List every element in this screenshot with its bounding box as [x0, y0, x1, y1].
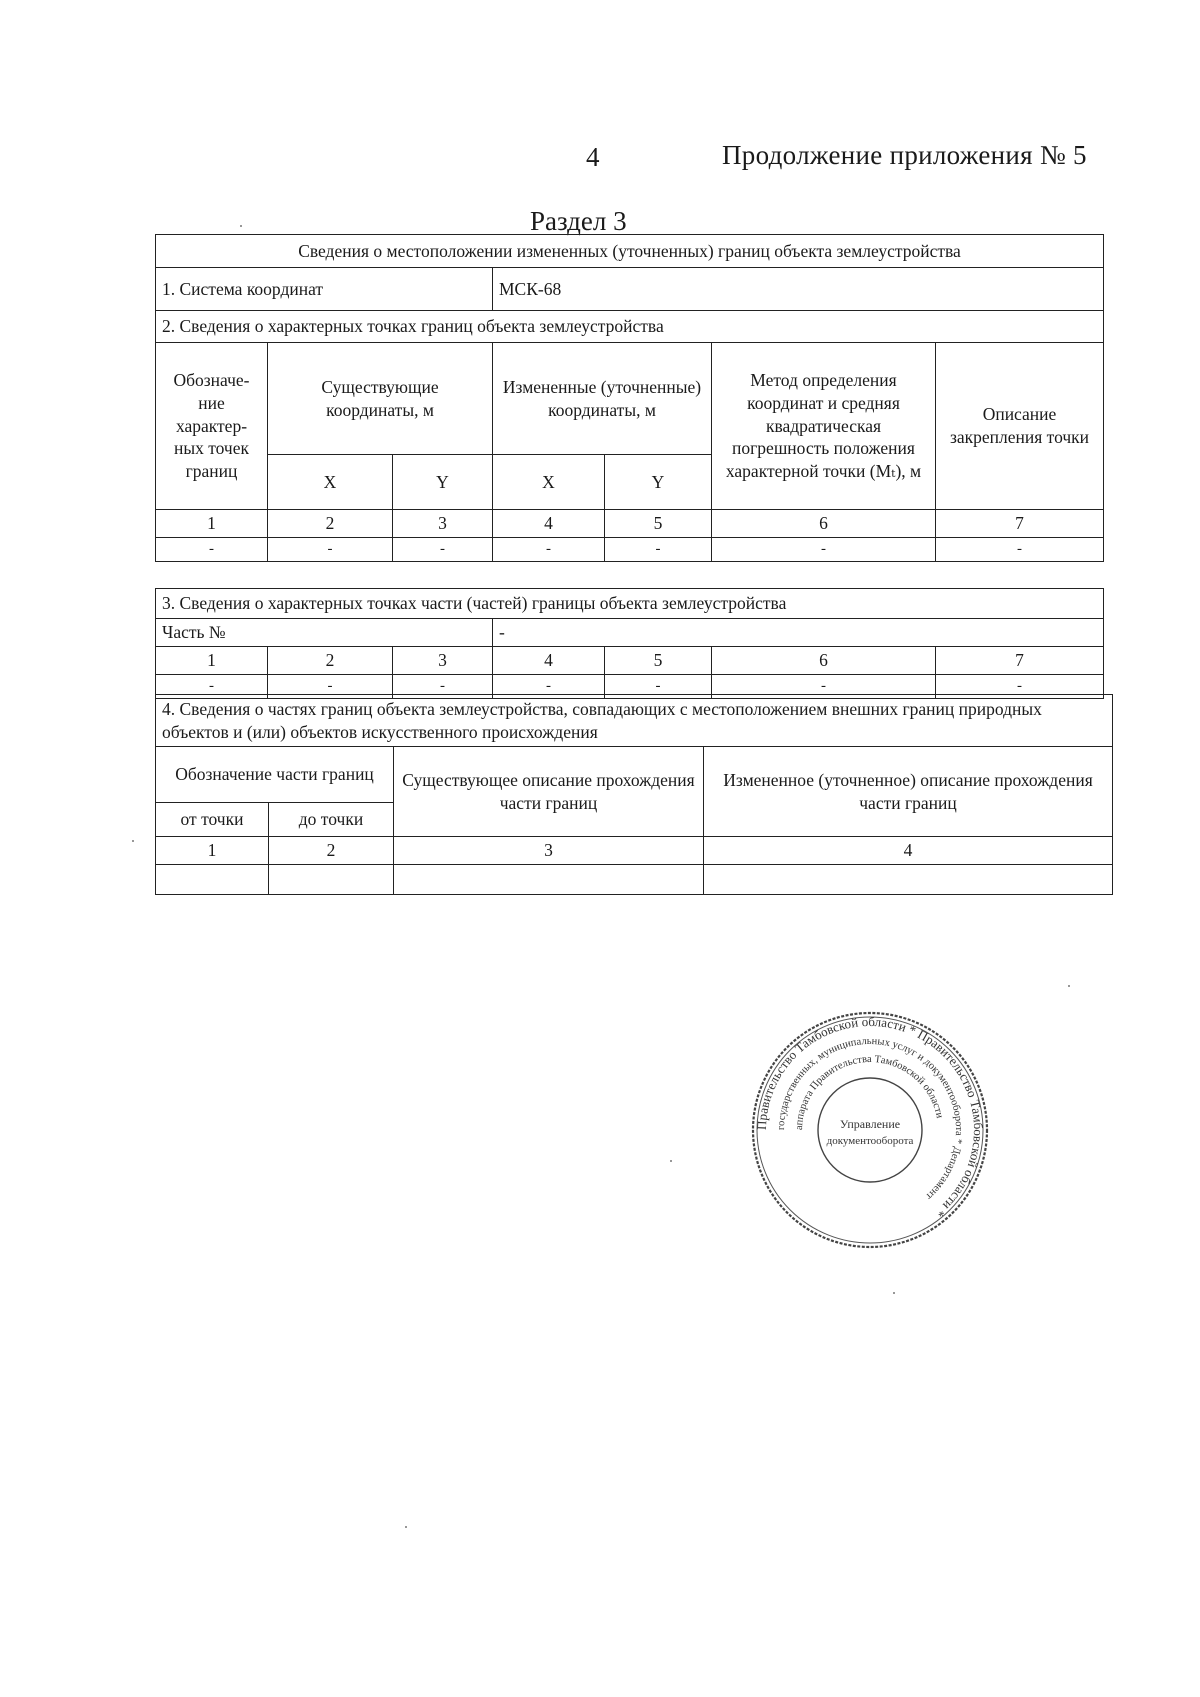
- scan-speck: [670, 1160, 672, 1162]
- col-number: 7: [936, 646, 1104, 674]
- points-title: 2. Сведения о характерных точках границ объекта землеустройства: [156, 311, 1104, 343]
- col-existing: Существующие координаты, м: [268, 343, 493, 455]
- col-method: Метод определения координат и средняя квадратическая погрешность положения характерной точки (Мₜ), м: [712, 343, 936, 510]
- col-number: 1: [156, 837, 269, 865]
- col-changed: Измененные (уточненные) координаты, м: [493, 343, 712, 455]
- boundary-points-table: [155, 234, 1104, 562]
- part-value: -: [493, 619, 1104, 647]
- section-title: Раздел 3: [530, 206, 627, 236]
- coord-system-label: 1. Система координат: [156, 268, 493, 311]
- scan-speck: [405, 1526, 407, 1528]
- scan-speck: [132, 840, 134, 842]
- col-number: 2: [268, 510, 393, 538]
- page-number: 4: [586, 142, 600, 172]
- col-from-point: от точки: [156, 803, 269, 837]
- col-to-point: до точки: [269, 803, 394, 837]
- header-row: [156, 343, 1104, 455]
- seal-middle-text: государственных, муниципальных услуг и документооборота * Департамент: [775, 1035, 965, 1202]
- empty-cell: -: [712, 674, 936, 699]
- scan-speck: [1068, 985, 1070, 987]
- col-number: 4: [704, 837, 1113, 865]
- table-title: 4. Сведения о частях границ объекта землеустройства, совпадающих с местоположением внешних границ природных объектов и (или) объектов искусственного происхождения: [156, 695, 1113, 747]
- empty-cell: -: [268, 537, 393, 562]
- empty-cell: -: [936, 674, 1104, 699]
- appendix-caption: Продолжение приложения № 5: [722, 140, 1087, 170]
- col-number: 6: [712, 510, 936, 538]
- table-title-row: [156, 695, 1113, 747]
- empty-cell: -: [936, 537, 1104, 562]
- empty-cell: [704, 864, 1113, 894]
- table-title: Сведения о местоположении измененных (уточненных) границ объекта землеустройства: [156, 235, 1104, 268]
- seal-center-line2: документооборота: [826, 1135, 914, 1147]
- col-number: 1: [156, 646, 268, 674]
- col-number: 7: [936, 510, 1104, 538]
- col-designation: Обозначение части границ: [156, 747, 394, 803]
- seal-outer-text: Правительство Тамбовской области * Правительство Тамбовской области *: [753, 1013, 987, 1221]
- empty-cell: -: [156, 674, 268, 699]
- col-existing-description: Существующее описание прохождения части границ: [394, 747, 704, 837]
- coord-system-value: МСК-68: [493, 268, 1104, 311]
- seal-center-line1: Управление: [839, 1117, 901, 1131]
- col-number: 4: [493, 646, 605, 674]
- part-label: Часть №: [156, 619, 493, 647]
- part-points-table: [155, 588, 1104, 699]
- col-number: 1: [156, 510, 268, 538]
- col-number: 5: [605, 510, 712, 538]
- table-title-row: [156, 235, 1104, 268]
- empty-cell: -: [393, 537, 493, 562]
- changed-x: X: [493, 455, 605, 510]
- scan-speck: [240, 225, 242, 227]
- scan-speck: [893, 1292, 895, 1294]
- col-changed-description: Измененное (уточненное) описание прохождения части границ: [704, 747, 1113, 837]
- number-row: [156, 646, 1104, 674]
- col-number: 6: [712, 646, 936, 674]
- number-row: [156, 510, 1104, 538]
- empty-cell: -: [605, 674, 712, 699]
- seal-inner-text: аппарата Правительства Тамбовской области: [793, 1053, 945, 1131]
- col-number: 3: [394, 837, 704, 865]
- empty-cell: [156, 864, 269, 894]
- table-title-row: [156, 589, 1104, 619]
- col-designation: Обозначе-ние характер-ных точек границ: [156, 343, 268, 510]
- table-row: [156, 537, 1104, 562]
- official-seal: [750, 1010, 990, 1250]
- empty-cell: -: [493, 674, 605, 699]
- col-number: 5: [605, 646, 712, 674]
- col-fixing: Описание закрепления точки: [936, 343, 1104, 510]
- table-row: [156, 864, 1113, 894]
- existing-y: Y: [393, 455, 493, 510]
- empty-cell: -: [712, 537, 936, 562]
- col-number: 3: [393, 646, 493, 674]
- empty-cell: -: [605, 537, 712, 562]
- empty-cell: -: [268, 674, 393, 699]
- col-number: 4: [493, 510, 605, 538]
- part-number-row: [156, 619, 1104, 647]
- empty-cell: -: [156, 537, 268, 562]
- empty-cell: [269, 864, 394, 894]
- empty-cell: -: [493, 537, 605, 562]
- natural-boundaries-table: [155, 694, 1113, 895]
- col-number: 2: [269, 837, 394, 865]
- coord-system-row: [156, 268, 1104, 311]
- table-title: 3. Сведения о характерных точках части (частей) границы объекта землеустройства: [156, 589, 1104, 619]
- empty-cell: [394, 864, 704, 894]
- empty-cell: -: [393, 674, 493, 699]
- points-title-row: [156, 311, 1104, 343]
- number-row: [156, 837, 1113, 865]
- col-number: 3: [393, 510, 493, 538]
- existing-x: X: [268, 455, 393, 510]
- changed-y: Y: [605, 455, 712, 510]
- col-number: 2: [268, 646, 393, 674]
- header-row: [156, 747, 1113, 803]
